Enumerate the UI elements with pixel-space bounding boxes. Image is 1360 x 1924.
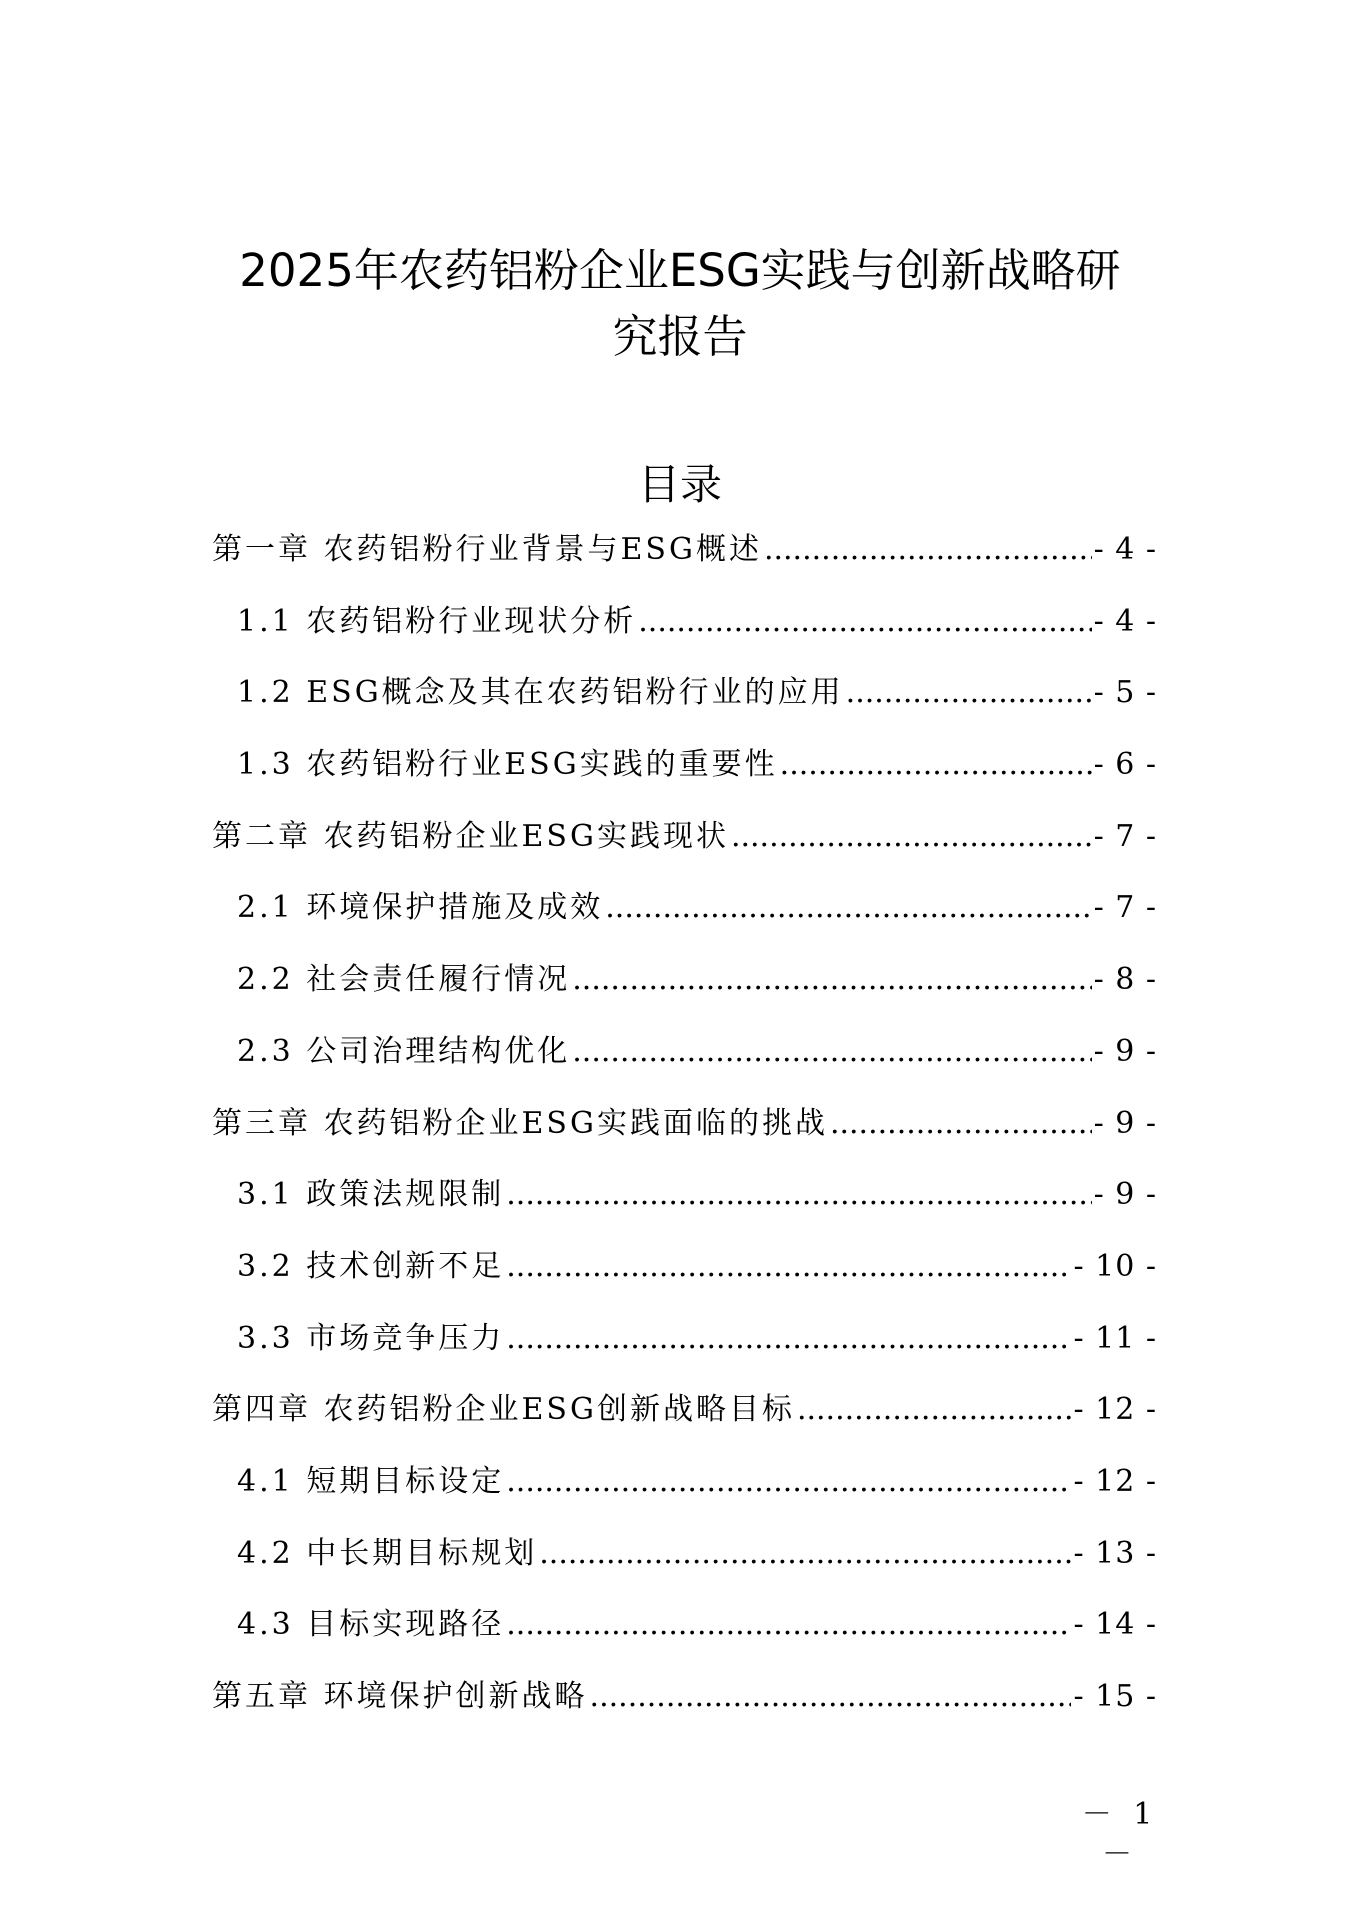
- report-title-line-1: 2025年农药铝粉企业ESG实践与创新战略研: [239, 244, 1121, 297]
- table-of-contents: [212, 522, 1157, 1741]
- toc-entry-section-4-3[interactable]: [212, 1597, 1157, 1669]
- report-title-line-2: 究报告: [612, 310, 748, 363]
- toc-entry-text: 第四章 农药铝粉企业ESG创新战略目标: [212, 1392, 795, 1428]
- dot-leader: [780, 737, 1092, 793]
- toc-entry-page: - 15 -: [1073, 1679, 1157, 1714]
- toc-heading: 目录: [637, 460, 722, 509]
- dot-leader: [506, 1597, 1071, 1653]
- toc-entry-page: - 5 -: [1093, 675, 1157, 711]
- toc-entry-text: 4.3 目标实现路径: [237, 1607, 505, 1643]
- page-number: － 1 －: [1081, 1797, 1159, 1872]
- toc-entry-section-4-2[interactable]: [212, 1526, 1157, 1598]
- toc-entry-section-1-2[interactable]: [212, 665, 1157, 737]
- dot-leader: [797, 1382, 1072, 1438]
- dot-leader: [605, 880, 1091, 936]
- toc-entry-page: - 10 -: [1073, 1248, 1157, 1284]
- dot-leader: [572, 1024, 1091, 1080]
- report-title: [150, 238, 1210, 370]
- toc-entry-chapter-5[interactable]: [212, 1669, 1157, 1741]
- toc-entry-page: - 4 -: [1093, 532, 1157, 567]
- toc-entry-text: 2.1 环境保护措施及成效: [237, 890, 604, 926]
- dot-leader: [506, 1311, 1071, 1367]
- toc-entry-page: - 9 -: [1093, 1105, 1157, 1141]
- toc-entry-text: 3.1 政策法规限制: [237, 1177, 505, 1213]
- toc-entry-page: - 4 -: [1093, 603, 1157, 639]
- toc-entry-page: - 12 -: [1073, 1463, 1157, 1499]
- toc-entry-section-1-3[interactable]: [212, 737, 1157, 809]
- dot-leader: [764, 522, 1092, 578]
- toc-entry-page: - 8 -: [1093, 962, 1157, 998]
- dot-leader: [638, 594, 1091, 650]
- toc-entry-text: 第三章 农药铝粉企业ESG实践面临的挑战: [212, 1105, 828, 1141]
- toc-entry-text: 4.1 短期目标设定: [237, 1463, 505, 1499]
- toc-entry-section-2-3[interactable]: [212, 1024, 1157, 1096]
- toc-entry-section-3-3[interactable]: [212, 1311, 1157, 1383]
- toc-entry-text: 4.2 中长期目标规划: [237, 1535, 538, 1571]
- toc-entry-section-1-1[interactable]: [212, 594, 1157, 666]
- toc-entry-text: 2.3 公司治理结构优化: [237, 1033, 571, 1069]
- toc-entry-text: 3.2 技术创新不足: [237, 1248, 505, 1284]
- toc-entry-section-2-2[interactable]: [212, 952, 1157, 1024]
- toc-entry-section-3-1[interactable]: [212, 1167, 1157, 1239]
- toc-entry-text: 1.1 农药铝粉行业现状分析: [237, 603, 637, 639]
- toc-entry-page: - 6 -: [1093, 747, 1157, 783]
- dot-leader: [731, 809, 1092, 865]
- dot-leader: [572, 952, 1091, 1008]
- toc-entry-chapter-2[interactable]: [212, 809, 1157, 881]
- toc-entry-text: 1.2 ESG概念及其在农药铝粉行业的应用: [237, 675, 844, 711]
- toc-entry-page: - 12 -: [1073, 1392, 1157, 1428]
- toc-entry-chapter-4[interactable]: [212, 1382, 1157, 1454]
- toc-entry-page: - 9 -: [1093, 1033, 1157, 1069]
- toc-entry-section-2-1[interactable]: [212, 880, 1157, 952]
- dot-leader: [846, 665, 1092, 721]
- toc-entry-text: 2.2 社会责任履行情况: [237, 962, 571, 998]
- dot-leader: [506, 1167, 1091, 1223]
- toc-entry-text: 第五章 环境保护创新战略: [212, 1679, 588, 1714]
- dot-leader: [590, 1669, 1072, 1725]
- toc-entry-chapter-3[interactable]: [212, 1096, 1157, 1168]
- toc-entry-text: 第二章 农药铝粉企业ESG实践现状: [212, 818, 729, 854]
- toc-entry-page: - 13 -: [1073, 1535, 1157, 1571]
- toc-entry-chapter-1[interactable]: [212, 522, 1157, 594]
- dot-leader: [539, 1526, 1071, 1582]
- toc-entry-page: - 14 -: [1073, 1607, 1157, 1643]
- dot-leader: [830, 1096, 1092, 1152]
- toc-entry-section-3-2[interactable]: [212, 1239, 1157, 1311]
- toc-entry-page: - 11 -: [1073, 1320, 1157, 1356]
- toc-entry-page: - 9 -: [1093, 1177, 1157, 1213]
- dot-leader: [506, 1454, 1071, 1510]
- toc-entry-text: 3.3 市场竞争压力: [237, 1320, 505, 1356]
- toc-entry-text: 1.3 农药铝粉行业ESG实践的重要性: [237, 747, 778, 783]
- toc-entry-page: - 7 -: [1093, 890, 1157, 926]
- dot-leader: [506, 1239, 1071, 1295]
- toc-entry-page: - 7 -: [1093, 818, 1157, 854]
- toc-entry-text: 第一章 农药铝粉行业背景与ESG概述: [212, 532, 762, 567]
- toc-entry-section-4-1[interactable]: [212, 1454, 1157, 1526]
